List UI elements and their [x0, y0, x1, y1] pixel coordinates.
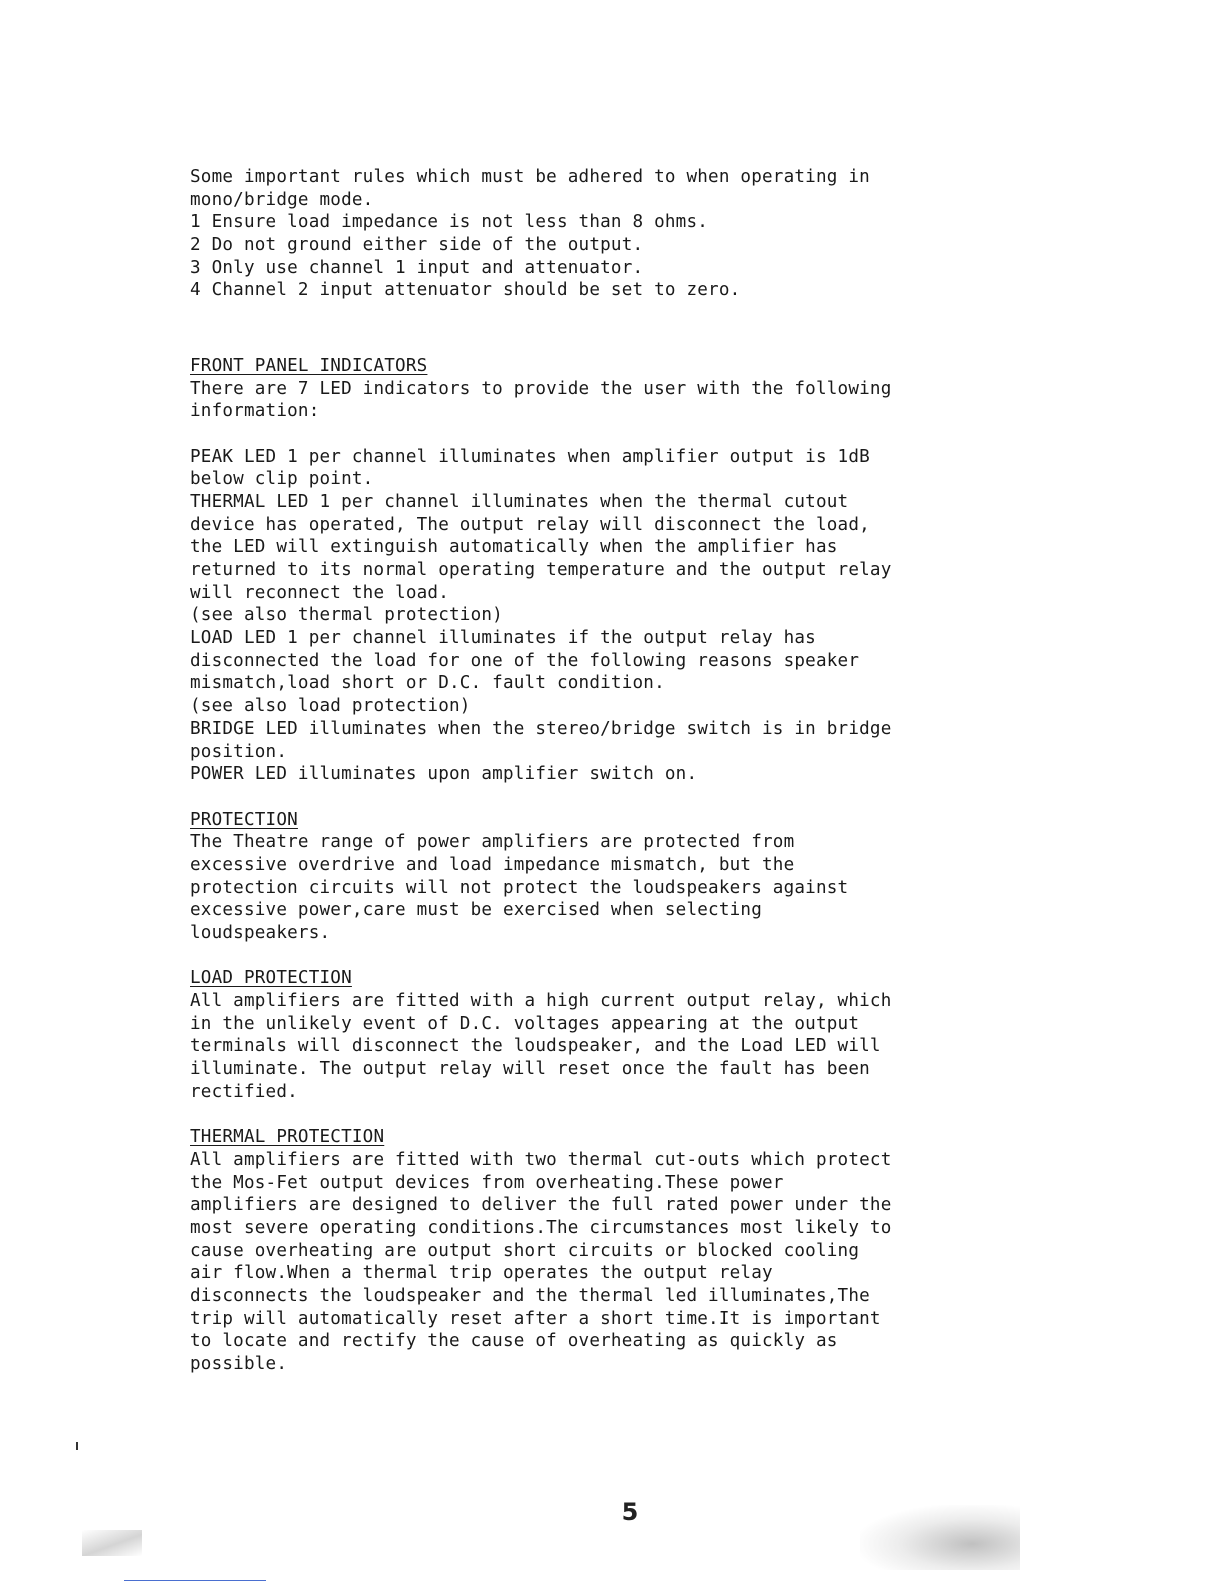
text-line: below clip point. — [190, 469, 374, 490]
text-line: cause overheating are output short circuits or blocked cooling — [190, 1240, 860, 1261]
text-line: BRIDGE LED illuminates when the stereo/bridge switch is in bridge — [190, 718, 892, 739]
text-line: mismatch,load short or D.C. fault condition. — [190, 673, 665, 694]
load-protection-section — [190, 967, 1070, 1103]
text-line: amplifiers are designed to deliver the full rated power under the — [190, 1195, 892, 1216]
text-line: information: — [190, 401, 320, 422]
text-line: illuminate. The output relay will reset once the fault has been — [190, 1059, 870, 1080]
text-line: possible. — [190, 1354, 288, 1375]
rule-item: 1 Ensure load impedance is not less than 8 ohms. — [190, 212, 709, 233]
section-heading: THERMAL PROTECTION — [190, 1127, 385, 1148]
text-line: position. — [190, 741, 288, 762]
text-line: Some important rules which must be adhered to when operating in — [190, 167, 870, 187]
text-line: the LED will extinguish automatically when the amplifier has — [190, 537, 838, 558]
text-line: All amplifiers are fitted with a high current output relay, which — [190, 991, 892, 1012]
text-line: returned to its normal operating temperature and the output relay — [190, 560, 892, 580]
rule-item: 2 Do not ground either side of the output. — [190, 235, 644, 256]
rule-item: 3 Only use channel 1 input and attenuator. — [190, 257, 644, 278]
document-page — [190, 166, 1070, 1376]
text-line: trip will automatically reset after a short time.It is important — [190, 1308, 881, 1329]
text-line: will reconnect the load. — [190, 582, 450, 603]
page-number: 5 — [621, 1498, 639, 1526]
text-line: the Mos-Fet output devices from overheating.These power — [190, 1172, 784, 1193]
text-line: protection circuits will not protect the loudspeakers against — [190, 877, 849, 898]
text-line: THERMAL LED 1 per channel illuminates when the thermal cutout — [190, 491, 849, 512]
text-line: rectified. — [190, 1081, 298, 1102]
protection-section — [190, 809, 1070, 945]
text-line: mono/bridge mode. — [190, 189, 374, 210]
section-heading: FRONT PANEL INDICATORS — [190, 355, 428, 376]
text-line: PEAK LED 1 per channel illuminates when amplifier output is 1dB — [190, 446, 870, 467]
section-heading: LOAD PROTECTION — [190, 968, 352, 989]
text-line: device has operated, The output relay will disconnect the load, — [190, 514, 870, 535]
rule-item: 4 Channel 2 input attenuator should be set to zero. — [190, 280, 741, 301]
text-line: to locate and rectify the cause of overheating as quickly as — [190, 1331, 838, 1352]
text-line: POWER LED illuminates upon amplifier switch on. — [190, 764, 698, 785]
text-line: excessive overdrive and load impedance mismatch, but the — [190, 854, 795, 875]
mono-bridge-rules — [190, 166, 1070, 302]
text-line: There are 7 LED indicators to provide the user with the following — [190, 378, 892, 399]
text-line: air flow.When a thermal trip operates the output relay — [190, 1263, 773, 1284]
text-line: most severe operating conditions.The circumstances most likely to — [190, 1217, 892, 1238]
text-line: excessive power,care must be exercised when selecting — [190, 900, 762, 921]
scan-edge-mark — [76, 1442, 78, 1450]
text-line: terminals will disconnect the loudspeaker, and the Load LED will — [190, 1036, 881, 1057]
front-panel-indicators-section — [190, 355, 1070, 786]
text-line: LOAD LED 1 per channel illuminates if the output relay has — [190, 628, 816, 649]
scan-smudge — [860, 1505, 1020, 1570]
text-line: disconnected the load for one of the following reasons speaker — [190, 650, 860, 671]
scan-smudge — [82, 1530, 142, 1556]
text-line: (see also load protection) — [190, 696, 471, 717]
section-heading: PROTECTION — [190, 809, 298, 830]
thermal-protection-section — [190, 1126, 1070, 1376]
scan-edge-line — [124, 1580, 266, 1581]
text-line: disconnects the loudspeaker and the thermal led illuminates,The — [190, 1286, 870, 1306]
text-line: loudspeakers. — [190, 923, 331, 943]
text-line: The Theatre range of power amplifiers are protected from — [190, 832, 795, 853]
text-line: All amplifiers are fitted with two thermal cut-outs which protect — [190, 1149, 892, 1170]
text-line: (see also thermal protection) — [190, 605, 503, 626]
text-line: in the unlikely event of D.C. voltages appearing at the output — [190, 1013, 860, 1034]
